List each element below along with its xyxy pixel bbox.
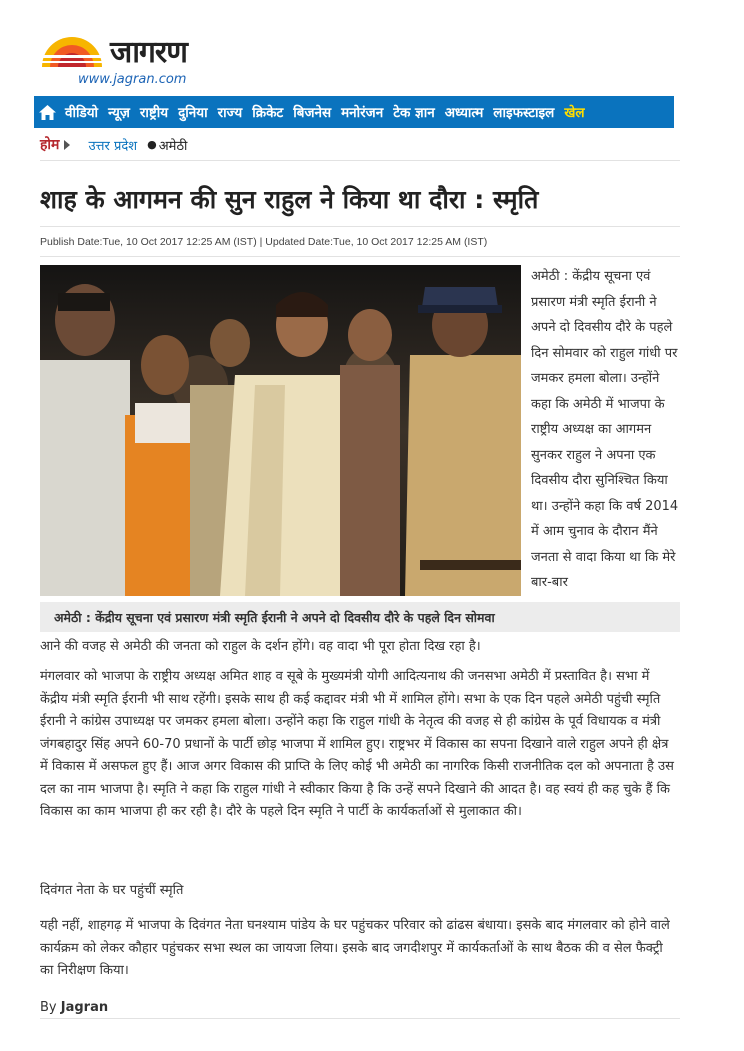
article-paragraph: मंगलवार को भाजपा के राष्ट्रीय अध्यक्ष अमित शाह व सूबे के मुख्यमंत्री योगी आदित्यनाथ की जनसभा अमेठी में प्रस्तावित है। सभा में केंद्रीय मंत्री स्मृति ईरानी भी साथ रहेंगी। इसके साथ ही कई कद्दावर मंत्री भी में शामिल होंगे। सभा के एक दिन पहले अमेठी पहुंची स्मृति ईरानी ने कांग्रेस उपाध्यक्ष पर जमकर हमला बोला। उन्होंने कहा कि राहुल गांधी के नेतृत्व की वजह से ही कांग्रेस के पूर्व विधायक व मंत्री जंगबहादुर सिंह अपने 60-70 प्रधानों के पार्टी छोड़ भाजपा में शामिल हुए। राष्ट्रभर में विकास का सपना दिखाने वाले राहुल अपने ही क्षेत्र में विकास में असफल हुए हैं। आज अगर विकास की प्राप्ति के लिए कोई भी अमेठी का नागरिक किसी राजनीतिक दल को अपनाता है उस दल का नाम भाजपा है। स्मृति ने कहा कि राहुल गांधी ने स्वीकार किया है कि उन्हें सपने दिखाने की आदत है। वह स्वयं ही कह चुके हैं कि विकास का काम भाजपा ही कर रही है। दौरे के पहले दिन स्मृति ने पार्टी के कार्यकर्ताओं से मुलाकात की। [40, 669, 674, 819]
nav-item-entertainment[interactable]: मनोरंजन [341, 105, 384, 121]
breadcrumb-home[interactable]: होम [40, 137, 60, 153]
photo-caption-text: अमेठी : केंद्रीय सूचना एवं प्रसारण मंत्री स्मृति ईरानी ने अपने दो दिवसीय दौरे के पहले दिन सोमवा [54, 610, 495, 625]
divider [40, 1018, 680, 1019]
breadcrumb-city[interactable]: अमेठी [158, 138, 188, 154]
nav-item-spirituality[interactable]: अध्यात्म [444, 105, 484, 121]
breadcrumb [40, 135, 187, 154]
nav-item-state[interactable]: राज्य [217, 105, 243, 121]
article-intro: अमेठी : केंद्रीय सूचना एवं प्रसारण मंत्री स्मृति ईरानी ने अपने दो दिवसीय दौरे के पहले दिन सोमवार को राहुल गांधी पर जमकर हमला बोला। उन्होंने कहा कि अमेठी में भाजपा के राष्ट्रीय अध्यक्ष का आगमन सुनकर राहुल ने अपना एक दिवसीय दौरा सुनिश्चित किया था। उन्होंने कहा कि वर्ष 2014 में आम चुनाव के दौरान मैंने जनता से वादा किया था कि मेरे बार-बार [531, 269, 679, 590]
byline [40, 1000, 108, 1015]
nav-item-sports[interactable]: खेल [564, 105, 585, 121]
site-url[interactable]: www.jagran.com [78, 72, 187, 87]
divider [40, 256, 680, 257]
home-icon [39, 105, 56, 120]
nav-home[interactable] [34, 105, 60, 120]
divider [40, 160, 680, 161]
logo-text: जागरण [110, 35, 187, 70]
article-title: शाह के आगमन की सुन राहुल ने किया था दौरा : स्मृति [40, 185, 539, 214]
article-photo[interactable] [40, 265, 521, 596]
byline-author[interactable]: Jagran [60, 1000, 109, 1015]
nav-item-lifestyle[interactable]: लाइफस्टाइल [493, 105, 555, 121]
bullet-icon: ● [147, 138, 157, 151]
article-subheading: दिवंगत नेता के घर पहुंचीं स्मृति [40, 883, 184, 898]
jagran-logo[interactable] [40, 30, 187, 71]
photo-caption [40, 602, 680, 632]
nav-item-cricket[interactable]: क्रिकेट [252, 105, 284, 121]
nav-item-news[interactable]: न्यूज़ [108, 105, 130, 121]
chevron-right-icon [64, 140, 70, 150]
nav-item-national[interactable]: राष्ट्रीय [139, 105, 169, 121]
publish-date: Publish Date:Tue, 10 Oct 2017 12:25 AM (IST) | Updated Date:Tue, 10 Oct 2017 12:25 AM (IST) [40, 236, 488, 248]
breadcrumb-state[interactable]: उत्तर प्रदेश [88, 138, 138, 154]
nav-item-business[interactable]: बिजनेस [293, 105, 332, 121]
byline-prefix: By [40, 1000, 57, 1015]
article-paragraph: यही नहीं, शाहगढ़ में भाजपा के दिवंगत नेता घनश्याम पांडेय के घर पहुंचकर परिवार को ढांढस बंधाया। इसके बाद मंगलवार को होने वाले कार्यक्रम को लेकर कौहार पहुंचकर सभा स्थल का जायजा लिया। इसके बाद जगदीशपुर में कार्यकर्ताओं के साथ बैठक की व सेल फैक्ट्री का निरीक्षण किया। [40, 918, 670, 978]
article-paragraph: आने की वजह से अमेठी की जनता को राहुल के दर्शन होंगे। वह वादा भी पूरा होता दिख रहा है। [40, 639, 481, 654]
logo-sun-icon [40, 35, 104, 67]
nav-item-video[interactable]: वीडियो [65, 105, 99, 121]
divider [40, 226, 680, 227]
main-nav [34, 96, 674, 128]
nav-item-tech[interactable]: टेक ज्ञान [393, 105, 435, 121]
nav-item-world[interactable]: दुनिया [178, 105, 208, 121]
